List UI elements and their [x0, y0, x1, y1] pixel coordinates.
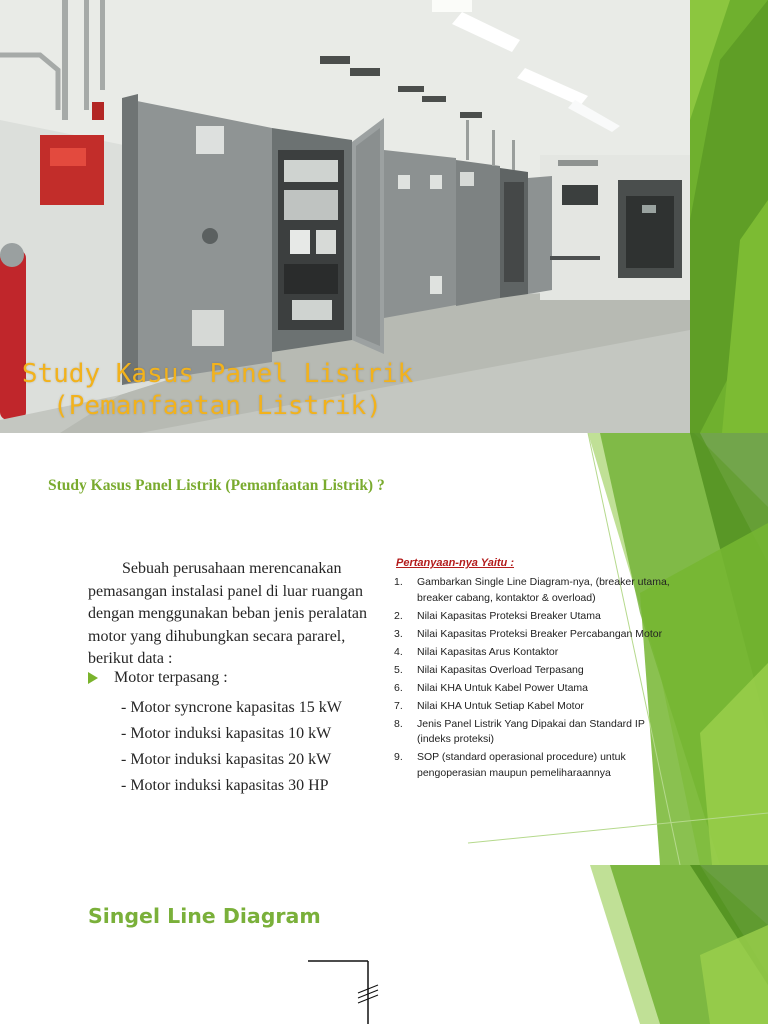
question-item: [394, 750, 676, 781]
case-description-paragraph: Sebuah perusahaan merencanakan pemasangan instalasi panel di luar ruangan dengan menggunakan beban jenis peralatan motor yang dihubungkan secara pararel, berikut data :: [88, 560, 367, 667]
question-text: Nilai KHA Untuk Setiap Kabel Motor: [417, 699, 584, 712]
motor-list: [121, 695, 342, 799]
question-text: Nilai Kapasitas Proteksi Breaker Percabangan Motor: [417, 627, 663, 640]
question-number: 7.: [394, 699, 403, 712]
question-item: [394, 627, 676, 643]
slide-1-title-line-1: Study Kasus Panel Listrik: [21, 359, 414, 389]
question-text: Nilai Kapasitas Arus Kontaktor: [417, 645, 559, 658]
question-number: 4.: [394, 645, 403, 658]
question-text: Gambarkan Single Line Diagram-nya, (breaker utama, breaker cabang, kontaktor & overload): [417, 576, 670, 604]
question-text: Jenis Panel Listrik Yang Dipakai dan Standard IP (indeks proteksi): [417, 717, 645, 745]
slide-3-title: Singel Line Diagram: [88, 904, 321, 928]
question-number: 6.: [394, 681, 403, 694]
motor-list-item: - Motor induksi kapasitas 10 kW: [121, 725, 332, 742]
question-item: [394, 609, 676, 625]
slide-1-title: [0, 358, 435, 422]
question-item: [394, 575, 676, 606]
motor-list-item: - Motor syncrone kapasitas 15 kW: [121, 699, 342, 716]
question-item: [394, 645, 676, 661]
question-number: 9.: [394, 751, 403, 763]
question-item: [394, 663, 676, 679]
motor-list-item: - Motor induksi kapasitas 30 HP: [121, 777, 329, 794]
bullet-arrow-icon: [88, 672, 98, 684]
slide-2-heading: Study Kasus Panel Listrik (Pemanfaatan Listrik) ?: [48, 477, 385, 494]
green-facet-decoration: [0, 865, 768, 1024]
motor-list-item: - Motor induksi kapasitas 20 kW: [121, 751, 332, 768]
question-number: 2.: [394, 609, 403, 622]
motor-bullet-label: Motor terpasang :: [114, 669, 228, 686]
question-item: [394, 717, 676, 748]
question-number: 1.: [394, 576, 403, 588]
slide-1: [0, 0, 768, 433]
question-number: 3.: [394, 627, 403, 640]
question-text: Nilai KHA Untuk Kabel Power Utama: [417, 681, 588, 694]
question-text: SOP (standard operasional procedure) untuk pengoperasian maupun pemeliharaannya: [417, 751, 626, 779]
questions-list: [394, 575, 676, 784]
slide-1-title-line-2: (Pemanfaatan Listrik): [53, 391, 382, 421]
slide-3: [0, 865, 768, 1024]
question-item: [394, 699, 676, 715]
question-number: 8.: [394, 717, 403, 730]
questions-title: Pertanyaan-nya Yaitu :: [396, 557, 514, 569]
question-number: 5.: [394, 663, 403, 676]
question-text: Nilai Kapasitas Overload Terpasang: [417, 663, 584, 676]
question-item: [394, 681, 676, 697]
slide-2: [0, 433, 768, 865]
question-text: Nilai Kapasitas Proteksi Breaker Utama: [417, 609, 601, 622]
